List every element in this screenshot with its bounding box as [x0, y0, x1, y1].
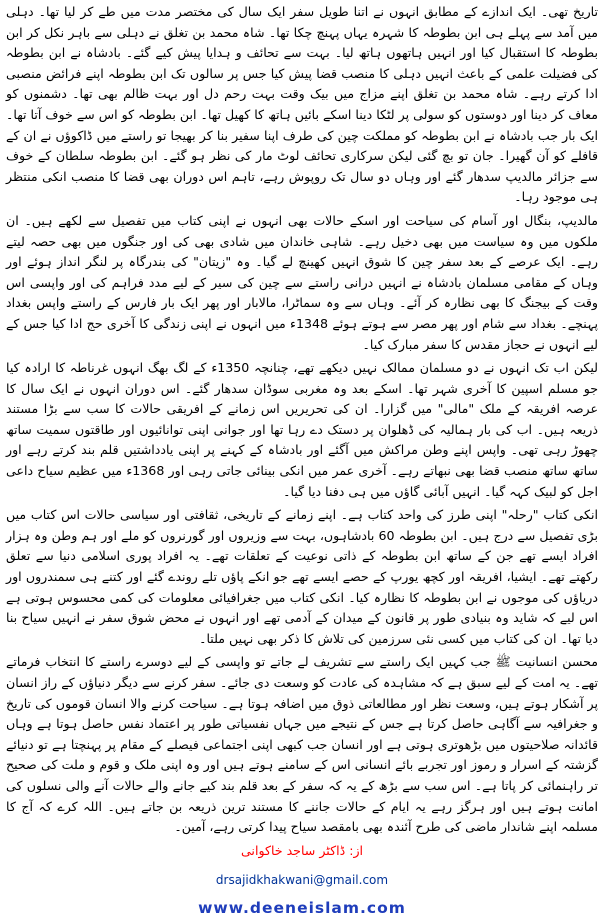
author-line: از: ڈاکٹر ساجد خاکوانی	[240, 842, 364, 858]
article	[6, 2, 598, 917]
paragraph-4: انکی کتاب "رحلہ" اپنی طرز کی واحد کتاب ہے۔ اپنے زمانے کے تاریخی، ثقافتی اور سیاسی حالات اس کتاب میں بڑی تفصیل سے درج ہیں۔ ابن بطوطہ 60 بادشاہوں، بہت سے وزیروں اور گورنروں کو ملے اور ہم وطن وہ ہزار افراد ایسے تھے جن کے ساتھ ابن بطوطہ کے ذاتی نوعیت کے تعلقات تھے۔ یہ افراد پوری اسلامی دنیا سے تعلق رکھتے تھے۔ ایشیا، افریقہ اور کچھ یورپ کے حصے ایسے تھے جو انکے پاؤں تلے روندے گئے اور کتنے ہی سمندروں اور دریاؤں کی موجوں نے ابن بطوطہ کا نظارہ کیا۔ انکی کتاب میں جغرافیائی معلومات کی کمی محسوس ہوتی ہے اس لیے کہ شاید وہ بنیادی طور پر قانون کے میدان کے آدمی تھے اور انہوں نے محض شوق سفر نے انہیں سیاح بنا دیا تھا۔ ان کی کتاب میں کسی نئی سرزمین کی تلاش کا ذکر بھی نہیں ملتا۔	[6, 507, 598, 646]
website-link[interactable]: www.deeneislam.com	[198, 898, 406, 917]
author-email[interactable]: drsajidkhakwani@gmail.com	[215, 872, 389, 887]
paragraph-1: تاریخ تھی۔ ایک اندازے کے مطابق انہوں نے اتنا طویل سفر ایک سال کی مختصر مدت میں طے کر لیا تھا۔ دہلی میں آمد سے پہلے ہی ابن بطوطہ کا شہرہ یہاں پہنچ چکا تھا۔ شاہ محمد بن تغلق نے دہلی سے باہر نکل کر ابن بطوطہ کا استقبال کیا اور انہیں ہاتھوں ہاتھ لیا۔ بہت سے تحائف و ہدایا پیش کیے گئے۔ بادشاہ نے ابن بطوطہ کی فضیلت علمی کے باعث انہیں دہلی کا منصب قضا پیش کیا جس پر سالوں تک ابن بطوطہ اپنے فرائض منصبی ادا کرتے رہے۔ شاہ محمد بن تغلق اپنے مزاج میں بیک وقت بہت رحم دل اور بہت ظالم بھی تھا۔ دشمنوں کو معاف کر دینا اور دوستوں کو سولی پر لٹکا دینا اسکے بائیں ہاتھ کا کھیل تھا۔ ابن بطوطہ کو اس سے خوف آتا تھا۔ ایک بار جب بادشاہ نے ابن بطوطہ کو مملکت چین کی طرف اپنا سفیر بنا کر بھیجا تو راستے میں ڈاکوؤں نے ان کے قافلے کو آن گھیرا۔ جان تو بچ گئی لیکن سرکاری تحائف لوٹ مار کی نظر ہو گئے۔ ابن بطوطہ سلطان کے خوف سے جزائر مالدیپ سدھار گئے اور وہاں دو سال تک روپوش رہے، تاہم اس دوران بھی قضا کا منصب انکی منتظر ہی موجود رہا۔	[6, 4, 598, 205]
paragraph-5: محسن انسانیت ﷺ جب کہیں ایک راستے سے تشریف لے جاتے تو واپسی کے لیے دوسرے راستے کا انتخاب فرماتے تھے۔ یہ امت کے لیے سبق ہے کہ مشاہدہ کی عادت کو وسعت دی جائے۔ سفر کرنے سے دیگر دنیاؤں کے راز انسان پر آشکار ہوتے ہیں، وسعت نظر اور مطالعاتی ذوق میں اضافہ ہوتا ہے۔ سیاحت کرنے والا انسان قوموں کی تاریخ و جغرافیہ سے آگاہی حاصل کرتا ہے جس کے نتیجے میں جہاں نفسیاتی طور پر اعتماد نفس حاصل ہوتا ہے وہاں قائدانہ صلاحیتوں میں بڑھوتری ہوتی ہے اور انسان جب کبھی اپنی اجتماعی فیصلے کے مقام پر پہنچتا ہے تو دنیائے گزشتہ کے اسرار و رموز اور تجربے بائے انسانی اس کے سامنے ہوتے ہیں اور وہ اپنی ملک و قوم و ملت کی صحیح تر راہنمائی کر پاتا ہے۔ اس سب سے بڑھ کے یہ کہ سفر کے بعد قلم بند کیے جانے والے حالات آنے والی نسلوں کی امانت ہوتے ہیں اور ہرگز رہے یہ ایام کے حالات جاننے کا مستند ترین ذریعہ بن جاتے ہیں۔ اللہ کرے کہ آج کا مسلمہ اپنے شاندار ماضی کی طرح آئندہ بھی بامقصد سیاح پیدا کرتی رہے، آمین۔	[6, 654, 598, 835]
paragraph-3: لیکن اب تک انہوں نے دو مسلمان ممالک نہیں دیکھے تھے، چنانچہ 1350ء کے لگ بھگ انہوں غرناطہ کا ارادہ کیا جو مسلم اسپین کا آخری شہر تھا۔ اسکے بعد وہ مغربی سوڈان سدھار گئے۔ اس دوران انہوں نے ایک سال کا عرصہ افریقہ کے ملک "مالی" میں گزارا۔ ان کی تحریریں اس زمانے کے افریقی حالات کا سب سے بڑا مستند ذریعہ ہیں۔ اب کی بار ہمالیہ کی ڈھلوان پر دستک دے رہا تھا اور جوانی اپنی توانائیوں اور طاقتوں سمیت ساتھ چھوڑ رہی تھی۔ واپس اپنے وطن مراکش میں آگئے اور بادشاہ کے کہنے پر اپنی یادداشتیں قلم بند کرتے رہے اور ساتھ ساتھ منصب قضا بھی نبھاتے رہے۔ آخری عمر میں انکی بینائی جاتی رہی اور 1368ء میں عظیم سیاح داعی اجل کو لبیک کہہ گیا۔ انہیں آبائی گاؤں میں ہی دفنا دیا گیا۔	[6, 360, 598, 499]
paragraph-2: مالدیپ، بنگال اور آسام کی سیاحت اور اسکے حالات بھی انہوں نے اپنی کتاب میں تفصیل سے لکھے ہیں۔ ان ملکوں میں وہ سیاست میں بھی دخیل رہے۔ شاہی خاندان میں شادی بھی کی اور جنگوں میں بھی حصہ لیتے رہے۔ ایک عرصے کے بعد سفر چین کا شوق انہیں کھینچ لے گیا۔ وہ "زیتان" کی بندرگاہ پر لنگر انداز ہوئے اور وہاں کے مقامی مسلمان بادشاہ نے انہیں درانی راستے سے چین کی سیر کے لیے مدد فراہم کی اور واپسی اس وقت کے بیجنگ کا بھی نظارہ کر آئے۔ وہاں سے وہ سماٹرا، مالابار اور پھر ایک بار فارس کے راستے واپس بغداد پہنچے۔ بغداد سے شام اور پھر مصر سے ہوتے ہوئے 1348ء میں انہوں نے اپنی زندگی کا آخری حج ادا کیا جس کے لیے انہوں نے حجاز مقدس کا سفر مبارک کیا۔	[6, 212, 598, 352]
